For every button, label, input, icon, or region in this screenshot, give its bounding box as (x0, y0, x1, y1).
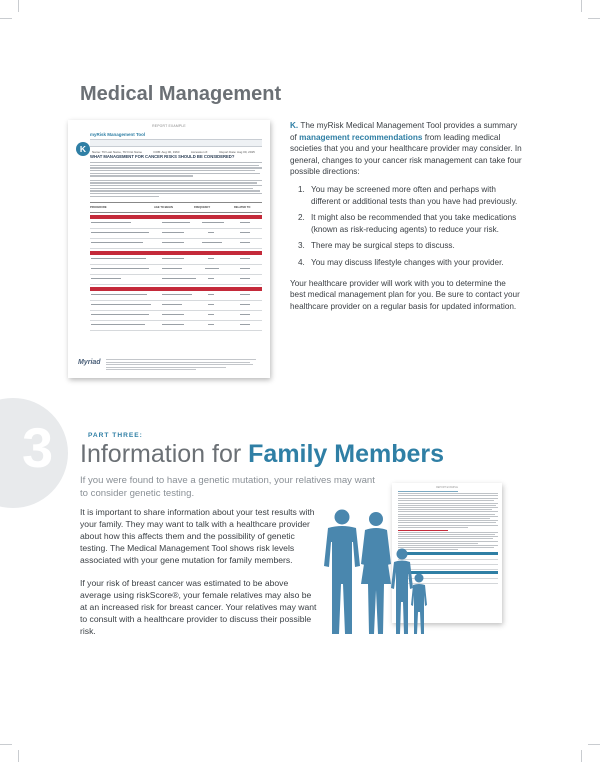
family-paragraph-1: It is important to share information about your test results with your family. They may want to talk with a healthcare provider about how this affects them and the possibility of genetic testing. The Medical Management Tool shows risk levels associated with your gene mutation for family members. (80, 507, 315, 565)
table-row (90, 321, 262, 331)
report-footer (106, 358, 256, 371)
management-intro (290, 120, 522, 178)
part-title-strong: Family Members (248, 440, 445, 468)
list-number: 3. (298, 241, 305, 251)
list-text: You may discuss lifestyle changes with your provider. (311, 257, 504, 267)
list-number: 2. (298, 213, 305, 223)
report-meta-dob: DOB: Aug 00, 1960 (153, 150, 180, 154)
list-item (290, 240, 522, 252)
report-table (90, 202, 262, 331)
report-question: WHAT MANAGEMENT FOR CANCER RISKS SHOULD BE CONSIDERED? (90, 154, 235, 159)
table-row (90, 275, 262, 285)
report-table-header (90, 202, 262, 213)
list-text: It might also be recommended that you take medications (known as risk-reducing agents) to reduce your risk. (311, 213, 517, 234)
intro-after: from leading medical societies that you and your healthcare provider may consider. In general, changes to your cancer risk management can take four possible directions: (290, 132, 522, 177)
table-row (90, 239, 262, 249)
report-thumbnail (68, 120, 270, 378)
report2-header: REPORT EXAMPLE (436, 486, 458, 489)
report-meta-accession: Accession #: (190, 150, 208, 154)
crop-mark (0, 744, 12, 745)
intro-highlight: management recommendations (299, 132, 423, 142)
section-number: 3 (22, 416, 54, 479)
table-row (90, 255, 262, 265)
intro-lead: K. (290, 121, 299, 130)
col-age: AGE TO BEGIN (154, 205, 173, 209)
report-meta-name: Name: TR Last Name, TR First Name (92, 150, 143, 154)
table-row (90, 311, 262, 321)
family-body (80, 506, 320, 648)
crop-mark (581, 750, 582, 762)
list-item (290, 257, 522, 269)
list-text: You may be screened more often and perhaps with different or additional tests than you have had previously. (311, 184, 518, 206)
list-text: There may be surgical steps to discuss. (311, 241, 455, 251)
report2-lines (398, 491, 498, 496)
report-header: REPORT EXAMPLE (152, 124, 186, 128)
part-label: PART THREE: (88, 432, 143, 439)
col-related: RELATED TO (234, 205, 251, 209)
table-row (90, 229, 262, 239)
management-closing: Your healthcare provider will work with you to determine the best medical management plan for you. Be sure to contact your healthcare provider on a regular basis for updated information. (290, 278, 520, 311)
intro-before: The myRisk Medical Management Tool provides a summary of (290, 121, 518, 142)
list-item (290, 212, 522, 235)
crop-mark (588, 18, 600, 19)
table-row (90, 219, 262, 229)
management-description (290, 120, 522, 312)
col-frequency: FREQUENCY (194, 205, 211, 209)
part-subtitle: If you were found to have a genetic mutation, your relatives may want to consider genetic testing. (80, 475, 375, 499)
crop-mark (581, 0, 582, 12)
crop-mark (588, 744, 600, 745)
report-meta-date: Report Date: Aug 00, 2015 (219, 150, 255, 154)
list-item (290, 184, 522, 207)
family-silhouette-icon (318, 508, 428, 640)
crop-mark (18, 750, 19, 762)
report-meta (90, 139, 262, 154)
crop-mark (0, 18, 12, 19)
table-row (90, 291, 262, 301)
list-number: 4. (298, 257, 305, 267)
report-tool-title: myRisk Management Tool (90, 132, 146, 137)
report-paragraph (90, 162, 262, 177)
list-number: 1. (298, 184, 305, 194)
part-title (80, 440, 444, 469)
col-procedure: PROCEDURE (90, 205, 107, 209)
part-title-plain: Information for (80, 440, 242, 468)
directions-list (290, 184, 522, 269)
family-paragraph-2: If your risk of breast cancer was estimated to be above average using riskScore®, your female relatives may also be at an increased risk for breast cancer. Your relatives may want to consult with a healthcare provider to discuss their possible risk. (80, 578, 317, 636)
table-row (90, 301, 262, 311)
myriad-logo: Myriad (78, 359, 101, 366)
table-row (90, 265, 262, 275)
section-title: Medical Management (80, 83, 282, 105)
k-badge: K (76, 142, 90, 156)
crop-mark (18, 0, 19, 12)
report-paragraph (90, 180, 262, 197)
